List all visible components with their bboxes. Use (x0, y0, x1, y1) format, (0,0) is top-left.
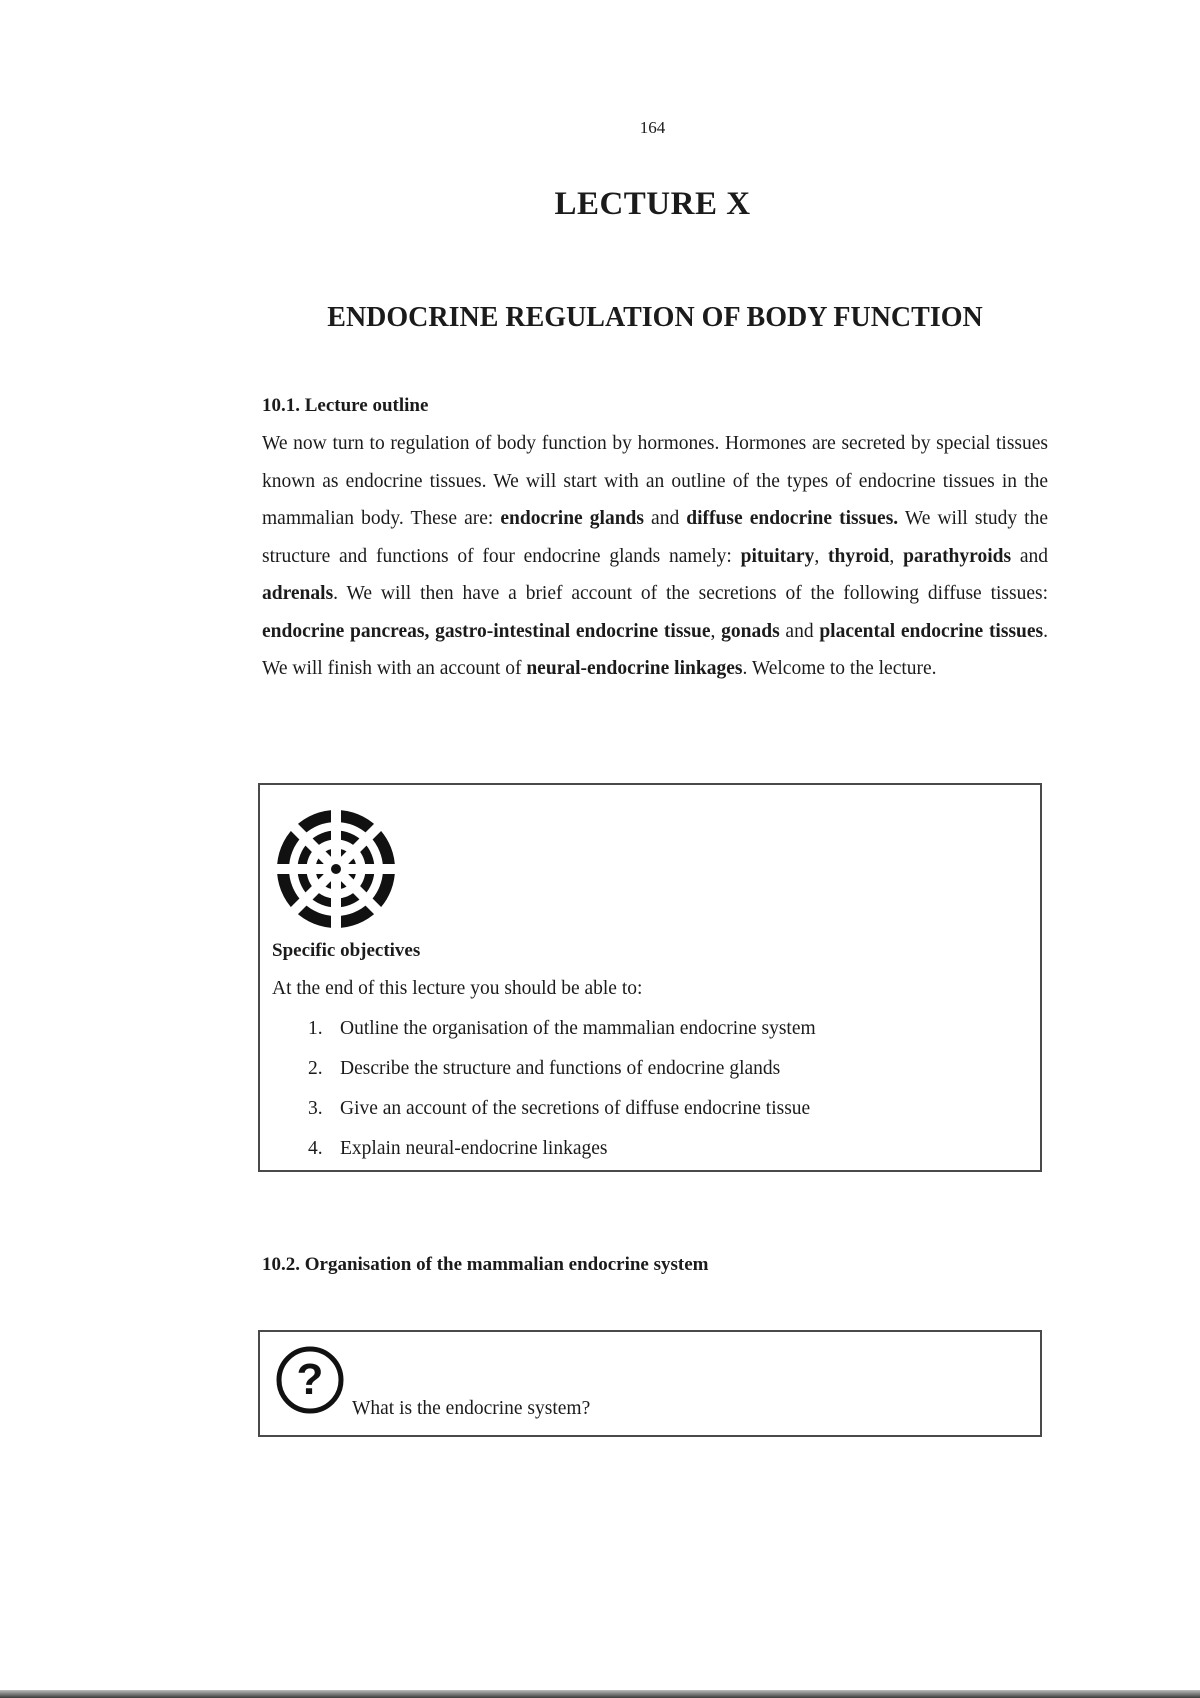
objective-item (308, 1133, 816, 1173)
objective-item (308, 1093, 816, 1133)
outline-bold-term: parathyroids (903, 545, 1012, 567)
section-heading-outline: 10.1. Lecture outline (262, 395, 429, 416)
outline-text-run: . Welcome to the lecture. (742, 658, 937, 679)
objective-item (308, 1053, 816, 1093)
objective-number: 3. (308, 1098, 323, 1119)
lecture-title: LECTURE X (554, 186, 751, 222)
outline-bold-term: gonads (721, 620, 780, 642)
page-number: 164 (639, 118, 666, 137)
outline-text-run: , (889, 545, 904, 567)
objective-item (308, 1013, 816, 1053)
outline-text-run: We now turn to regulation of body function by hormones. Hormones are secreted by special tissues known as endocrine tissues. We will start with an outline of the types of endocrine tissues in the mammalian body. These are: (262, 433, 1048, 529)
outline-text-run: and (1011, 545, 1049, 567)
objective-text: Give an account of the secretions of diffuse endocrine tissue (340, 1098, 811, 1119)
objective-text: Explain neural-endocrine linkages (340, 1138, 608, 1159)
outline-bold-term: endocrine glands (500, 508, 644, 529)
outline-bold-term: placental endocrine tissues (819, 620, 1044, 642)
outline-bold-term: neural-endocrine linkages (526, 658, 743, 679)
outline-text-run: , (710, 620, 722, 642)
scan-bottom-edge (0, 1690, 1200, 1698)
objectives-list (308, 1013, 816, 1173)
objectives-heading: Specific objectives (272, 940, 421, 961)
objective-text: Describe the structure and functions of endocrine glands (340, 1058, 781, 1079)
outline-text-run: We will study the structure and functions of four endocrine glands namely: (262, 508, 1049, 567)
objective-number: 1. (308, 1018, 323, 1039)
outline-text-run: and (643, 508, 687, 529)
outline-paragraph (262, 425, 1048, 688)
question-text: What is the endocrine system? (352, 1398, 591, 1419)
objective-number: 4. (308, 1138, 323, 1159)
outline-bold-term: diffuse endocrine tissues. (686, 508, 899, 529)
lecture-subtitle: ENDOCRINE REGULATION OF BODY FUNCTION (327, 302, 983, 333)
objective-text: Outline the organisation of the mammalian endocrine system (340, 1018, 816, 1039)
outline-bold-term: thyroid (827, 545, 890, 567)
objective-number: 2. (308, 1058, 323, 1079)
objectives-intro: At the end of this lecture you should be able to: (272, 978, 643, 999)
outline-bold-term: endocrine pancreas, gastro-intestinal endocrine tissue (262, 620, 711, 642)
outline-text-run: , (814, 545, 828, 567)
outline-bold-term: adrenals (262, 583, 334, 604)
section-heading-organisation: 10.2. Organisation of the mammalian endocrine system (262, 1254, 709, 1275)
objectives-box (258, 783, 1042, 1172)
outline-text-run: and (779, 620, 820, 642)
outline-text-run: . We will then have a brief account of the secretions of the following diffuse tissues: (333, 583, 1048, 604)
outline-bold-term: pituitary (740, 545, 815, 567)
question-box (258, 1330, 1042, 1437)
target-icon (276, 809, 396, 929)
svg-text:?: ? (296, 1355, 324, 1404)
outline-text-run: . We will finish with an account of (262, 620, 1048, 679)
question-mark-icon (274, 1344, 346, 1416)
